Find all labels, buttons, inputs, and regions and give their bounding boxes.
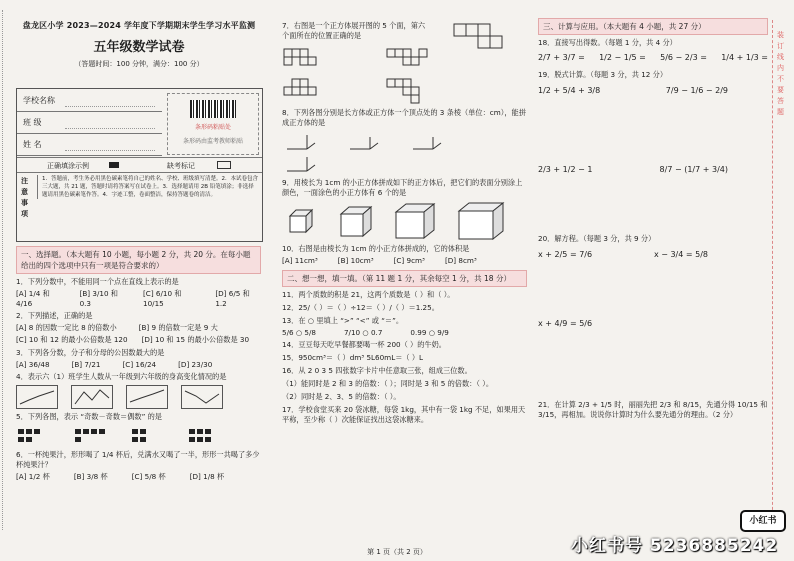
q2-option-b[interactable]: [B] 9 的倍数一定是 9 大 — [138, 323, 218, 332]
student-info-box — [16, 88, 263, 242]
edges-a-icon[interactable] — [282, 131, 332, 153]
q3-option-a[interactable]: [A] 36/48 — [16, 360, 50, 369]
mark-row — [17, 157, 262, 173]
class-field[interactable] — [65, 116, 155, 129]
q20-item-1[interactable]: x + 2/5 = 7/6 — [538, 250, 593, 259]
question-3: 3．下列各分数，分子和分母的公因数最大的是 — [16, 348, 165, 357]
question-12: 12．25/（ ）＝（ ）÷12＝（ ）/（ ）＝1.25。 — [282, 303, 439, 312]
q13-item-2[interactable]: 7/10 ○ 0.7 — [343, 328, 383, 337]
column-2 — [282, 18, 527, 547]
column-1 — [8, 18, 270, 547]
edges-d-icon[interactable] — [282, 153, 332, 175]
absent-label: 缺考标记 — [167, 162, 195, 170]
school-label: 学校名称 — [23, 96, 55, 105]
q10-option-a[interactable]: [A] 11cm³ — [282, 256, 318, 265]
q2-option-a[interactable]: [A] 8 的因数一定比 8 的倍数小 — [16, 323, 117, 332]
q19-item-1[interactable]: 1/2 + 5/4 + 3/8 — [538, 86, 601, 95]
q13-item-1[interactable]: 5/6 ○ 5/8 — [282, 328, 316, 337]
exam-meta: （答题时间：100 分钟，满分：100 分） — [74, 60, 204, 68]
q18-item-3[interactable]: 5/6 − 2/3 = — [660, 53, 707, 62]
question-14: 14．豆豆每天吃早餐都要喝一杯 200（ ）的牛奶。 — [282, 340, 446, 349]
filled-mark-icon — [109, 162, 119, 168]
q18-item-2[interactable]: 1/2 − 1/5 = — [599, 53, 646, 62]
q3-option-b[interactable]: [B] 7/21 — [71, 360, 101, 369]
q3-option-d[interactable]: [D] 23/30 — [178, 360, 213, 369]
question-18-items — [538, 53, 768, 62]
question-20: 20．解方程。（每题 3 分，共 9 分） — [538, 234, 656, 243]
q6-option-b[interactable]: [B] 3/8 杯 — [73, 472, 108, 481]
exam-main-title: 五年级数学试卷 — [93, 40, 185, 55]
q1-option-b[interactable]: [B] 3/10 和 0.3 — [79, 289, 118, 308]
exam-title-line: 盘龙区小学 2023—2024 学年度下学期期末学生学习水平监测 — [22, 21, 256, 30]
question-10-options — [282, 256, 527, 265]
net-c-icon[interactable] — [282, 77, 332, 105]
school-field[interactable] — [65, 94, 155, 107]
section-1-area — [16, 246, 261, 482]
cube-a-icon[interactable] — [282, 206, 322, 236]
question-16-part-1: （1）能同时是 2 和 3 的倍数：（ ）；同时是 3 和 5 的倍数：（ ）。 — [282, 379, 494, 388]
notice-block — [17, 172, 262, 240]
question-7-options-2 — [282, 77, 527, 105]
question-4-graphs — [16, 385, 261, 409]
question-19: 19．脱式计算。（每题 3 分，共 12 分） — [538, 70, 668, 79]
correct-sample-label: 正确填涂示例 — [47, 162, 89, 170]
question-16: 16．从 2 0 3 5 四张数字卡片中任意取三张，组成三位数。 — [282, 366, 472, 375]
barcode-area — [167, 93, 259, 155]
question-16-part-2: （2）同时是 2、3、5 的倍数：（ ）。 — [282, 392, 401, 401]
cube-c-icon[interactable] — [392, 202, 442, 240]
question-5-figures — [16, 425, 261, 447]
question-15: 15．950cm³＝（ ）dm³ 5L60mL＝（ ）L — [282, 353, 424, 362]
name-row — [17, 133, 162, 156]
question-5: 5．下列各图，表示 “奇数－奇数＝偶数” 的是 — [16, 412, 162, 421]
question-20-row-1 — [538, 250, 768, 259]
question-7: 7．右图是一个正方体展开图的 5 个面，第六个面所在的位置正确的是 — [282, 21, 426, 40]
school-row — [17, 89, 162, 112]
q6-option-d[interactable]: [D] 1/8 杯 — [189, 472, 225, 481]
q10-option-d[interactable]: [D] 8cm³ — [444, 256, 477, 265]
q3-option-c[interactable]: [C] 16/24 — [122, 360, 157, 369]
net-b-icon[interactable] — [385, 47, 435, 75]
graph-d-icon[interactable] — [181, 385, 223, 409]
graph-b-icon[interactable] — [71, 385, 113, 409]
question-8-figures — [282, 131, 527, 175]
question-4: 4．表示六（1）班学生人数从一年级到六年级的身高变化情况的是 — [16, 372, 227, 381]
section-3-header: 三、计算与应用。（本大题有 4 小题，共 27 分） — [538, 18, 768, 35]
q6-option-c[interactable]: [C] 5/8 杯 — [131, 472, 166, 481]
q13-item-3[interactable]: 0.99 ○ 9/9 — [410, 328, 449, 337]
section-2-header: 二、想一想，填一填。（第 11 题 1 分，其余每空 1 分，共 18 分） — [282, 270, 527, 287]
question-2-options-row2 — [16, 335, 261, 345]
class-row — [17, 111, 162, 134]
barcode-icon — [190, 100, 236, 118]
question-19-row-2 — [538, 165, 768, 174]
question-11: 11．两个质数的积是 21，这两个质数是（ ）和（ ）。 — [282, 290, 455, 299]
net-figure-icon — [452, 22, 522, 66]
q2-option-d[interactable]: [D] 10 和 15 的最小公倍数是 30 — [141, 335, 250, 344]
class-label: 班 级 — [23, 118, 42, 127]
question-1-options — [16, 289, 261, 308]
q18-item-1[interactable]: 2/7 + 3/7 = — [538, 53, 585, 62]
edges-c-icon[interactable] — [408, 131, 458, 153]
dot-figure-b-icon[interactable] — [73, 425, 117, 447]
section-1-header: 一、选择题。（本大题有 10 小题，每小题 2 分，共 20 分。在每小题给出的四个选项中只有一项是符合要求的） — [16, 246, 261, 274]
q20-item-3[interactable]: x + 4/9 = 5/6 — [538, 319, 593, 328]
absent-mark-box[interactable] — [217, 161, 231, 169]
dot-figure-d-icon[interactable] — [187, 425, 231, 447]
question-8: 8．下列各图分别是长方体或正方体一个顶点处的 3 条棱（单位：cm），能拼成正方体的是 — [282, 108, 526, 127]
edges-b-icon[interactable] — [345, 131, 395, 153]
question-10: 10．右图是由棱长为 1cm 的小正方体拼成的，它的体积是 — [282, 244, 470, 253]
q1-option-a[interactable]: [A] 1/4 和 4/16 — [16, 289, 50, 308]
cube-b-icon[interactable] — [335, 204, 379, 238]
question-2-options-row1 — [16, 323, 261, 333]
dot-figure-a-icon[interactable] — [16, 425, 60, 447]
binding-side-text: 装订线内不要答题 — [777, 31, 784, 116]
notice-text: 1．答题前，考生务必用黑色碳素笔将自己的姓名、学校、班级填写清楚。2．本试卷包含三大题，共 21 题，答题时请将答案写在试卷上。3．选择题请用 2B 铅笔填涂；非选择题请用黑色碳素笔作答。4．字迹工整，卷面整洁，保持答题卷的清洁。 — [37, 175, 258, 199]
dot-figure-c-icon[interactable] — [130, 425, 174, 447]
question-17: 17．学校食堂买来 20 袋冰糖，每袋 1kg，其中有一袋 1kg 不足，如果用天平称，至少称（ ）次能保证找出这袋冰糖来。 — [282, 405, 526, 424]
q19-item-4[interactable]: 8/7 − (1/7 + 3/4) — [659, 165, 728, 174]
q19-item-2[interactable]: 7/9 − 1/6 − 2/9 — [665, 86, 728, 95]
graph-a-icon[interactable] — [16, 385, 58, 409]
question-9: 9．用棱长为 1cm 的小正方体拼成如下的正方体后，把它们的表面分别涂上颜色，一面涂色的小正方体有 6 个的是 — [282, 178, 523, 197]
xiaohongshu-badge: 小红书 — [740, 510, 786, 532]
question-6-options — [16, 472, 261, 482]
barcode-label: 条形码粘贴处 — [194, 124, 231, 131]
binding-redline — [772, 20, 773, 530]
question-18: 18．直接写出得数。（每题 1 分，共 4 分） — [538, 38, 677, 47]
q1-option-d[interactable]: [D] 6/5 和 1.2 — [215, 289, 250, 308]
question-2: 2．下列描述，正确的是 — [16, 311, 93, 320]
barcode-note: 条形码由监考教师粘贴 — [182, 138, 243, 145]
question-1: 1．下列分数中，不能用同一个点在直线上表示的是 — [16, 277, 179, 286]
notice-title: 注意事项 — [21, 177, 28, 218]
question-9-figures — [282, 201, 527, 241]
question-21: 21．在计算 2/3 + 1/5 时，丽丽先把 2/3 和 8/15，先通分得 10/15 和 3/15，再相加。说说你计算时为什么要先通分的理由。（2 分） — [538, 400, 768, 419]
watermark-text: 小红书号 5236885242 — [571, 536, 779, 556]
q19-item-3[interactable]: 2/3 + 1/2 − 1 — [538, 165, 593, 174]
q10-option-b[interactable]: [B] 10cm³ — [337, 256, 374, 265]
name-label: 姓 名 — [23, 140, 42, 149]
binding-dotline — [2, 10, 3, 530]
q20-item-2[interactable]: x − 3/4 = 5/8 — [653, 250, 708, 259]
net-d-icon[interactable] — [385, 77, 435, 105]
page-footer: 第 1 页（共 2 页） — [367, 548, 427, 556]
net-a-icon[interactable] — [282, 47, 332, 75]
q18-item-4[interactable]: 1/4 + 1/3 = — [721, 53, 768, 62]
q2-option-c[interactable]: [C] 10 和 12 的最小公倍数是 120 — [16, 335, 128, 344]
graph-c-icon[interactable] — [126, 385, 168, 409]
question-13: 13．在 ○ 里填上 “>” “<” 或 “＝”。 — [282, 316, 404, 325]
question-19-row-1 — [538, 86, 768, 95]
question-6: 6．一杯纯果汁，形形喝了 1/4 杯后，兑满水又喝了一半，形形一共喝了多少杯纯果汁？ — [16, 450, 260, 469]
q10-option-c[interactable]: [C] 9cm³ — [393, 256, 425, 265]
name-field[interactable] — [65, 138, 155, 151]
cube-d-icon[interactable] — [455, 201, 511, 241]
q1-option-c[interactable]: [C] 6/10 和 10/15 — [143, 289, 182, 308]
column-3 — [538, 18, 768, 547]
question-3-options — [16, 360, 261, 369]
q6-option-a[interactable]: [A] 1/2 杯 — [16, 472, 50, 481]
question-13-items — [282, 328, 527, 337]
